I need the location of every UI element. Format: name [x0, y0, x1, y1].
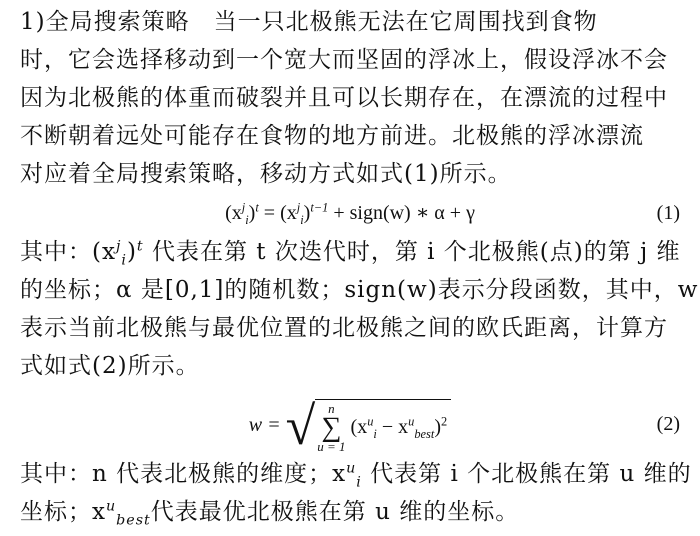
equation-2-number: (2)	[656, 413, 680, 435]
paragraph1-line5: 对应着全局搜索策略，移动方式如式(1)所示。	[20, 161, 512, 187]
paragraph3-line1: 其中：n 代表北极熊的维度；$x^u_i$ 代表第 i 个北极熊在第 u 维的	[20, 460, 692, 491]
paragraph1-line3: 因为北极熊的体重而破裂并且可以长期存在，在漂流的过程中	[20, 85, 668, 111]
equation-1	[0, 193, 700, 233]
square-root	[285, 396, 452, 457]
equation-1-body: $(x^j_i)^t = (x^j_i)^{t-1}$ + sign(w) ∗ α + γ	[225, 200, 475, 227]
equation-2	[0, 396, 700, 457]
summation: n ∑ u = 1	[317, 401, 346, 455]
equation-1-number: (1)	[656, 202, 680, 224]
paragraph1-line4: 不断朝着远处可能存在食物的地方前进。北极熊的浮冰漂流	[20, 123, 644, 149]
paragraph1-line2: 时，它会选择移动到一个宽大而坚固的浮冰上，假设浮冰不会	[20, 47, 668, 73]
paragraph2-line3: 表示当前北极熊与最优位置的北极熊之间的欧氏距离，计算方	[20, 315, 668, 341]
paragraph2-line2: 的坐标；α 是[0,1]的随机数；sign(w)表示分段函数，其中，w	[20, 277, 699, 303]
paragraph1-line1: 1)全局搜索策略 当一只北极熊无法在它周围找到食物	[20, 9, 598, 35]
paragraph3-line2: 坐标；$x^u_{best}$代表最优北极熊在第 u 维的坐标。	[20, 498, 520, 529]
summation-sign-icon: ∑	[321, 412, 342, 444]
radical-sign-icon: √	[285, 396, 316, 457]
paragraph2-line4: 式如式(2)所示。	[20, 353, 200, 379]
paragraph2-line1: 其中：$(x^j_i)^t$ 代表在第 t 次迭代时，第 i 个北极熊(点)的第 j 维	[20, 238, 681, 269]
equation-2-body: w = √ n ∑ u = 1 $(x^u_i - x^u_{best})^2$	[0, 399, 700, 453]
radicand: n ∑ u = 1 $(x^u_i - x^u_{best})^2$	[315, 399, 451, 453]
